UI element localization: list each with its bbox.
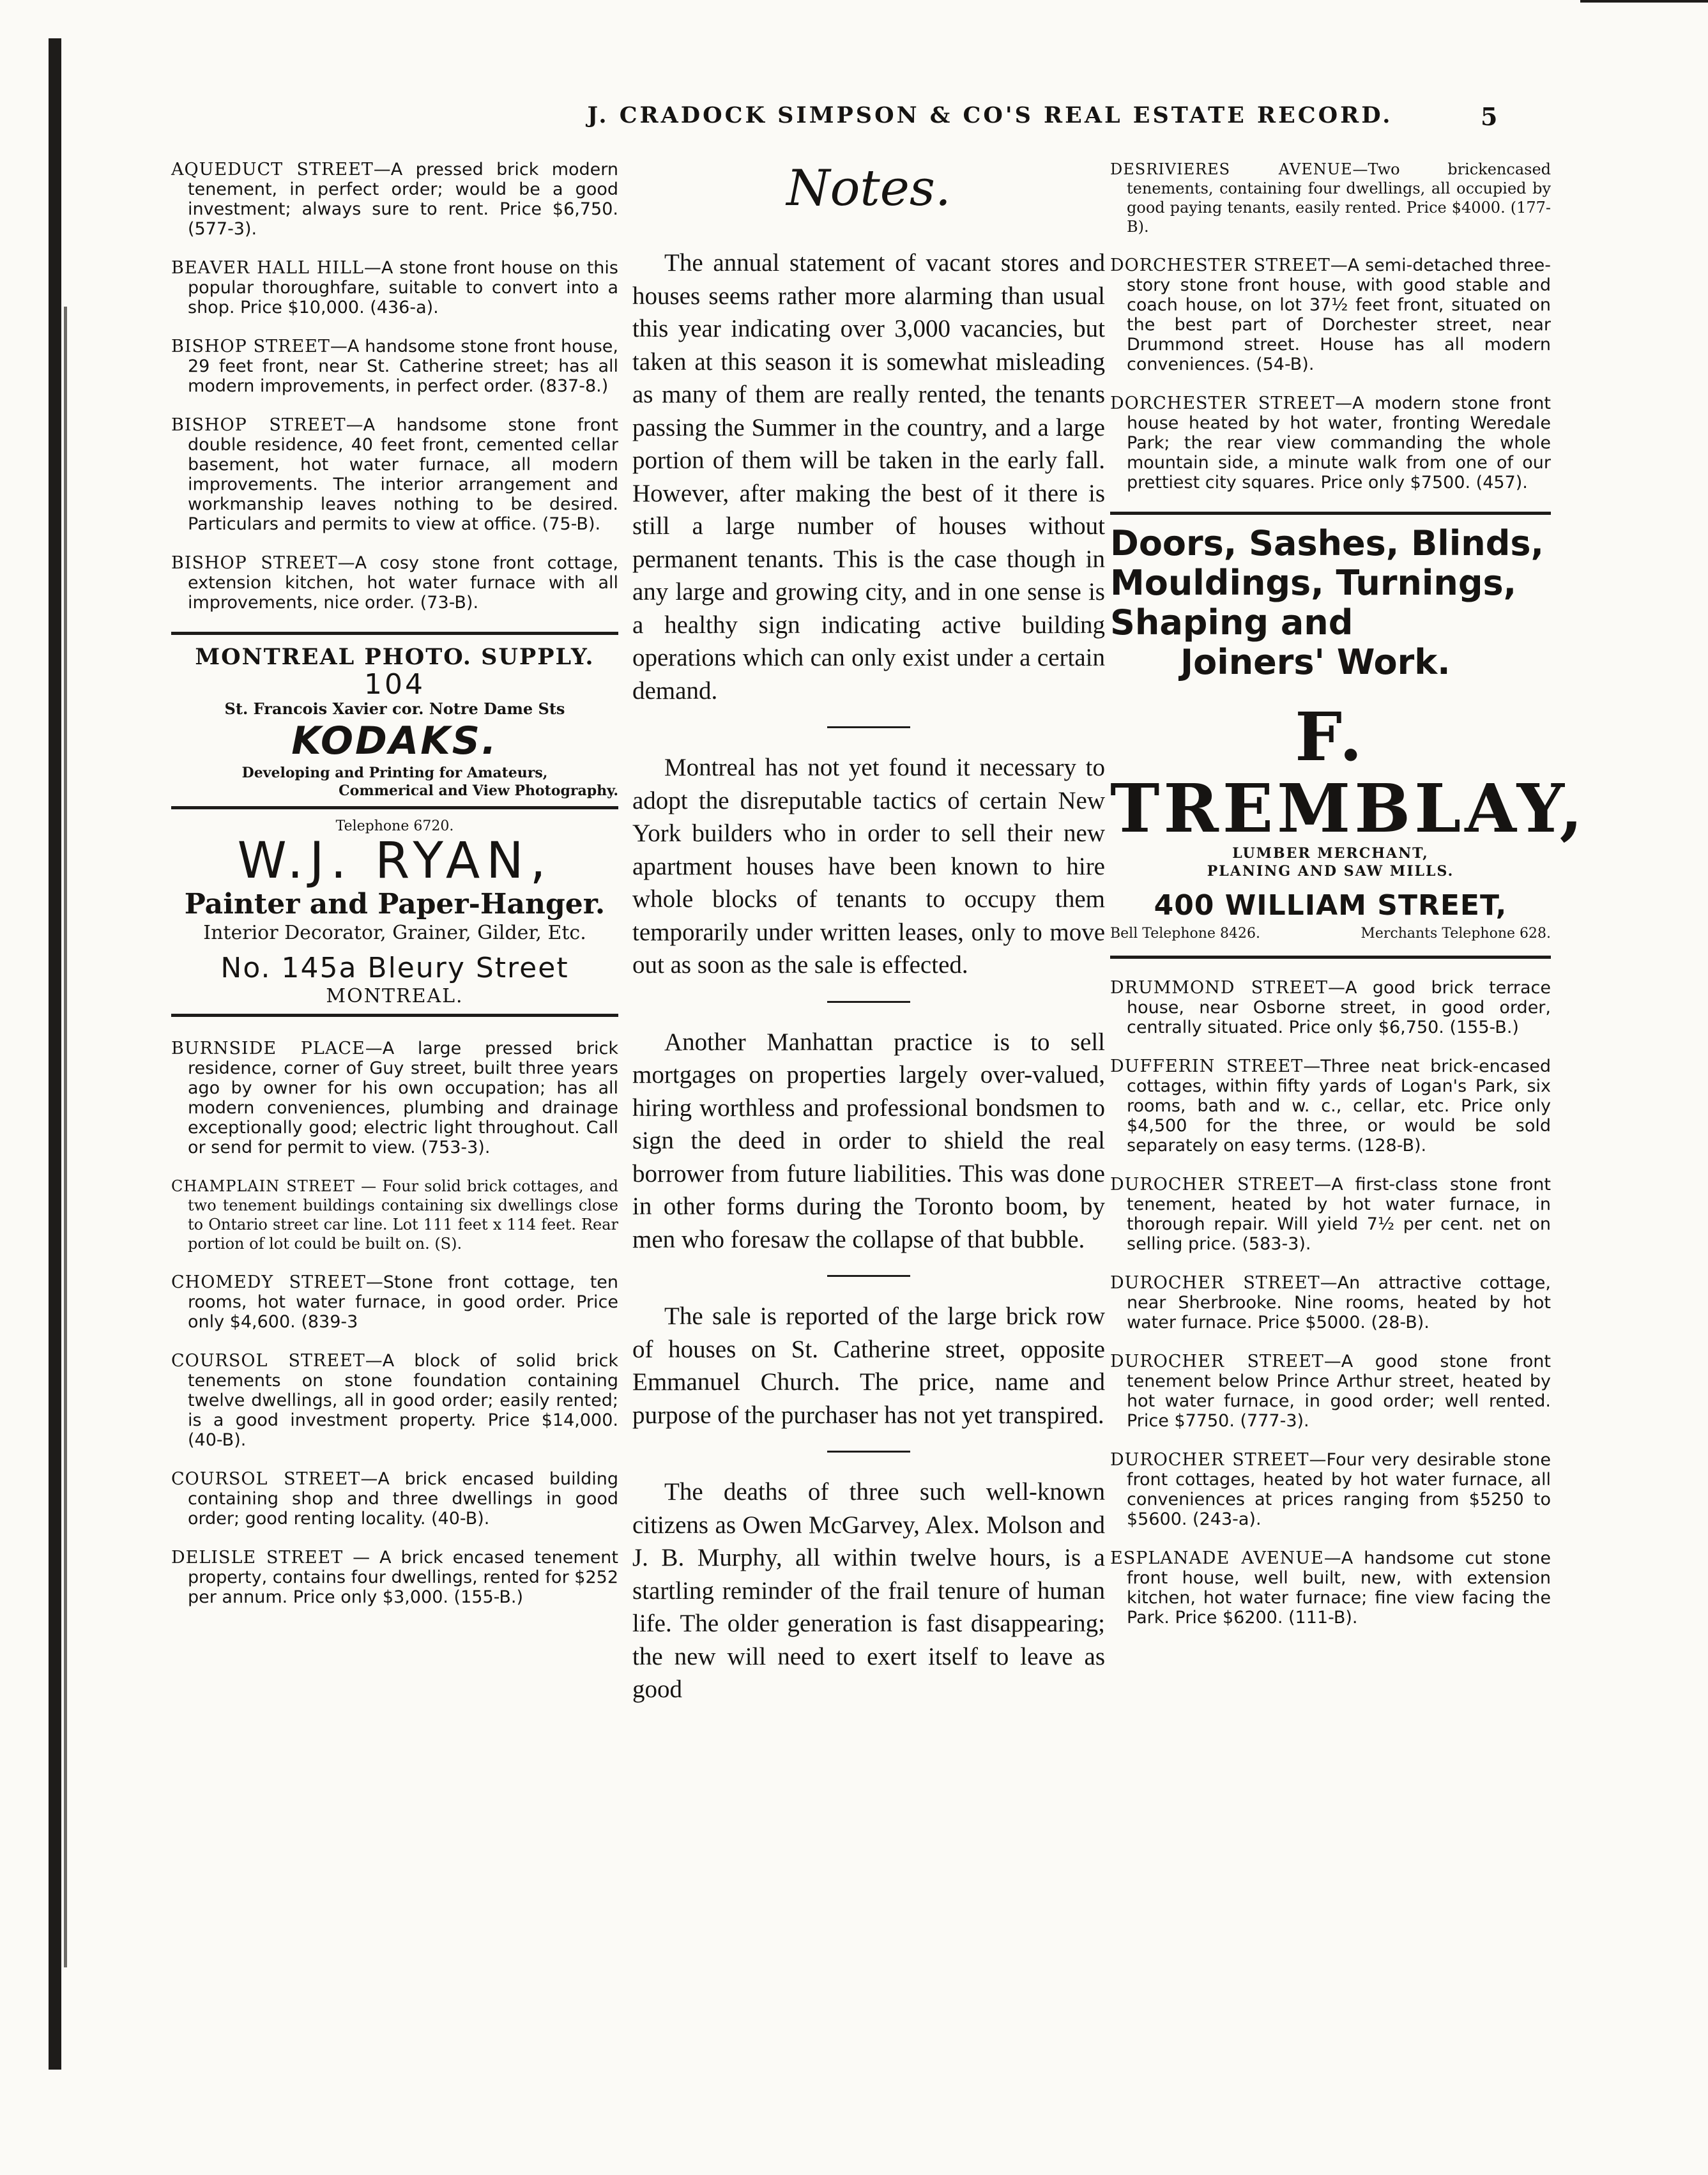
section-rule (171, 632, 618, 635)
tremblay-ad-name: F. TREMBLAY, (1110, 698, 1587, 848)
listing-description: —A handsome stone front house, 29 feet front, near St. Catherine street; has all modern improvements, in perfect order. (837-8.) (188, 337, 618, 396)
listing-description: —A semi-detached three-story stone front house, with good stable and coach house, on lot 37½ feet front, situated on the best part of Dorchester street, near Drummond street. House has all modern conveniences. (54-B). (1127, 256, 1551, 374)
scan-margin-bar (49, 38, 61, 2070)
ryan-ad-phone: Telephone 6720. (335, 818, 454, 834)
listing-street: CHAMPLAIN STREET (171, 1177, 355, 1195)
listing-street: BISHOP STREET (171, 415, 346, 435)
listing (171, 337, 618, 396)
tremblay-ad-line3: Shaping and (1110, 602, 1353, 643)
listing (1110, 393, 1551, 492)
listing (171, 1351, 618, 1450)
section-rule (1110, 956, 1551, 959)
tremblay-ad-address: 400 WILLIAM STREET, (1154, 889, 1507, 922)
listing (1110, 256, 1551, 374)
listing (171, 1548, 618, 1607)
listing-street: DUROCHER STREET (1110, 1450, 1309, 1470)
listing-description: — A brick encased tenement property, contains four dwellings, rented for $252 per annum. Price only $3,000. (155-B.) (188, 1548, 618, 1607)
section-rule (1110, 512, 1551, 515)
listing (171, 1469, 618, 1529)
listing-description: —A pressed brick modern tenement, in perfect order; would be a good investment; always sure to rent. Price $6,750. (577-3). (188, 160, 619, 239)
ryan-ad-city: MONTREAL. (326, 985, 464, 1007)
notes-title: Notes. (786, 160, 951, 217)
listing-street: BISHOP STREET (171, 553, 338, 573)
notes-paragraph: Another Manhattan practice is to sell mortgages on properties largely over-valued, hiring worthless and professional bondsmen to sign the deed in order to shield the real borrower from future liabilities. This was done in other forms during the Toronto boom, by men who foresaw the collapse of that bubble. (632, 1028, 1105, 1253)
photo-ad-line2: Commerical and View Photography. (339, 782, 618, 799)
listing-street: COURSOL STREET (171, 1469, 361, 1489)
notes-body (632, 247, 1105, 1706)
tremblay-ad-role2: PLANING AND SAW MILLS. (1207, 863, 1454, 880)
notes-paragraph: The deaths of three such well-known citizens as Owen McGarvey, Alex. Molson and J. B. Murphy, all within twelve hours, is a startling reminder of the frail tenure of human life. The older generation is fast disappearing; the new will need to exert itself to leave as good (632, 1478, 1105, 1703)
listing-street: DUROCHER STREET (1110, 1175, 1315, 1194)
listing-description: —A good stone front tenement below Prince Arthur street, heated by hot water furnace, in good order; well rented. Price $7750. (777-3). (1127, 1352, 1551, 1431)
ryan-ad-sub: Interior Decorator, Grainer, Gilder, Etc. (203, 922, 586, 944)
listing (1110, 1548, 1551, 1628)
listing-street: AQUEDUCT STREET (171, 160, 374, 179)
listing-description: —A large pressed brick residence, corner of Guy street, built three years ago by owner for his own occupation; has all modern conveniences, plumbing and drainage exceptionally good; electric light throughout. Call or send for permit to view. (753-3). (188, 1039, 618, 1157)
tremblay-ad (1110, 523, 1587, 942)
listing-description: —A cosy stone front cottage, extension kitchen, hot water furnace with all improvements, nice order. (73-B). (188, 553, 618, 613)
listing-description: —Four very desirable stone front cottages, heated by hot water furnace, all conveniences at prices ranging from $5250 to $5600. (243-a). (1127, 1450, 1551, 1529)
listing (1110, 1352, 1551, 1431)
listing (171, 160, 618, 239)
listing-description: —A handsome cut stone front house, well built, new, with extension kitchen, hot water furnace; fine view facing the Park. Price $6200. (111-B). (1127, 1548, 1551, 1628)
listing (1110, 1450, 1551, 1529)
listing-description: —A first-class stone front tenement, heated by hot water furnace, in thorough repair. Will yield 7½ per cent. net on selling price. (583-3). (1127, 1175, 1551, 1254)
listing-street: DORCHESTER STREET (1110, 256, 1331, 275)
listing-description: —A modern stone front house heated by hot water, fronting Weredale Park; the rear view commanding the whole mountain side, a minute walk from one of our prettiest city squares. Price only $7500. (457). (1127, 393, 1552, 492)
photo-ad-address: St. Francois Xavier cor. Notre Dame Sts (224, 699, 565, 718)
ryan-ad-trade: Painter and Paper-Hanger. (184, 888, 606, 920)
listing (171, 258, 618, 317)
listing (1110, 1057, 1551, 1156)
ryan-ad-name: W.J. RYAN, (237, 832, 553, 890)
scan-margin-shadow (64, 307, 67, 1967)
listing (1110, 1175, 1551, 1254)
listing-description: —Three neat brick-encased cottages, within fifty yards of Logan's Park, six rooms, bath and w. c., cellar, etc. Price only $4,500 for the three, or would be sold separately on easy terms. (128-B). (1127, 1057, 1551, 1156)
listing-description: —Two brickencased tenements, containing four dwellings, all occupied by good paying tenants, easily rented. Price $4000. (177-B). (1127, 160, 1552, 236)
listing (171, 1039, 618, 1157)
tremblay-ad-phones (1110, 926, 1551, 942)
listing-street: DUROCHER STREET (1110, 1352, 1324, 1371)
listing-description: — Four solid brick cottages, and two tenement buildings containing six dwellings close to Ontario street car line. Lot 111 feet x 114 feet. Rear portion of lot could be built on. (S). (188, 1177, 618, 1253)
listing-street: BISHOP STREET (171, 337, 330, 356)
tremblay-ad-line2: Mouldings, Turnings, (1110, 563, 1517, 603)
listing-street: BEAVER HALL HILL (171, 258, 364, 278)
ryan-ad (171, 818, 618, 1007)
notes-divider (827, 1001, 910, 1003)
page-number: 5 (1481, 102, 1498, 131)
right-column (1110, 160, 1587, 1647)
section-rule (171, 806, 618, 809)
tremblay-ad-bell-phone: Bell Telephone 8426. (1110, 926, 1260, 942)
right-listings-bottom (1110, 978, 1551, 1628)
notes-paragraph: The sale is reported of the large brick row of houses on St. Catherine street, opposite Emmanuel Church. The price, name and purpose of the purchaser has not yet transpired. (632, 1302, 1105, 1429)
listing-description: —A good brick terrace house, near Osborne street, in good order, centrally situated. Price only $6,750. (155-B.) (1127, 978, 1552, 1037)
photo-ad-title: MONTREAL PHOTO. SUPPLY. (195, 644, 595, 670)
notes-paragraph: The annual statement of vacant stores and houses seems rather more alarming than usual this year indicating over 3,000 vacancies, but taken at this season it is somewhat misleading as many of them are really rented, the tenants passing the Summer in the country, and a large portion of them will be taken in the early fall. However, after making the best of it there is still a large number of houses without permanent tenants. This is the case though in any large and growing city, and in one sense is a healthy sign indicating active building operations which can only exist under a certain demand. (632, 249, 1105, 705)
listing (1110, 978, 1551, 1037)
running-title: J. CRADOCK SIMPSON & CO'S REAL ESTATE RECORD. (587, 102, 1393, 128)
listing (171, 553, 618, 613)
listing (1110, 160, 1551, 236)
listing-street: COURSOL STREET (171, 1351, 365, 1371)
listing-description: —An attractive cottage, near Sherbrooke. Nine rooms, heated by hot water furnace. Price $5000. (28-B). (1127, 1273, 1551, 1332)
notes-divider (827, 1275, 910, 1277)
ryan-ad-street: No. 145a Bleury Street (220, 952, 569, 984)
listing-description: —Stone front cottage, ten rooms, hot water furnace, in good order. Price only $4,600. (839-3 (188, 1272, 618, 1332)
photo-ad-line1: Developing and Printing for Amateurs, (241, 765, 548, 781)
listing-street: DUROCHER STREET (1110, 1273, 1320, 1293)
tremblay-ad-merchants-phone: Merchants Telephone 628. (1361, 926, 1551, 942)
notes-divider (827, 726, 910, 728)
left-column (171, 160, 618, 1626)
listing-description: —A block of solid brick tenements on stone foundation containing twelve dwellings, all in good order; easily rented; is a good investment property. Price $14,000. (40-B). (188, 1351, 618, 1450)
section-rule (171, 1014, 618, 1017)
listing-street: DRUMMOND STREET (1110, 978, 1329, 998)
photo-ad-brand: KODAKS. (291, 719, 498, 763)
left-listings-top (171, 160, 618, 613)
listing (171, 1177, 618, 1253)
photo-ad-number: 104 (364, 668, 425, 701)
listing (171, 1272, 618, 1332)
photo-supply-ad (171, 644, 618, 800)
listing-street: CHOMEDY STREET (171, 1272, 366, 1292)
right-listings-top (1110, 160, 1551, 492)
tremblay-ad-products (1110, 524, 1551, 682)
listing-street: ESPLANADE AVENUE (1110, 1548, 1324, 1568)
listing-description: —A handsome stone front double residence, 40 feet front, cemented cellar basement, hot water furnace, all modern improvements. The interior arrangement and workmanship leaves nothing to be desired. Particulars and permits to view at office. (75-B). (188, 415, 618, 534)
middle-column (632, 160, 1105, 1706)
tremblay-ad-role1: LUMBER MERCHANT, (1232, 845, 1429, 862)
left-listings-bottom (171, 1039, 618, 1607)
listing-description: —A brick encased building containing shop and three dwellings in good order; good renting locality. (40-B). (188, 1469, 618, 1529)
listing-street: DORCHESTER STREET (1110, 393, 1336, 413)
notes-divider (827, 1451, 910, 1453)
listing (1110, 1273, 1551, 1332)
listing-street: DELISLE STREET (171, 1548, 344, 1568)
scan-top-rule (1580, 0, 1708, 3)
listing-description: —A stone front house on this popular thoroughfare, suitable to convert into a shop. Price $10,000. (436-a). (188, 258, 618, 317)
tremblay-ad-line1: Doors, Sashes, Blinds, (1110, 523, 1544, 563)
tremblay-ad-line4: Joiners' Work. (1180, 642, 1451, 682)
listing-street: DUFFERIN STREET (1110, 1057, 1304, 1076)
notes-paragraph: Montreal has not yet found it necessary to adopt the disreputable tactics of certain New York builders who in order to sell their new apartment houses have been known to hire whole blocks of tenants to occupy them temporarily under written leases, only to move out as soon as the sale is effected. (632, 754, 1105, 979)
listing-street: BURNSIDE PLACE (171, 1039, 365, 1058)
listing (171, 415, 618, 534)
listing-street: DESRIVIERES AVENUE (1110, 160, 1353, 178)
